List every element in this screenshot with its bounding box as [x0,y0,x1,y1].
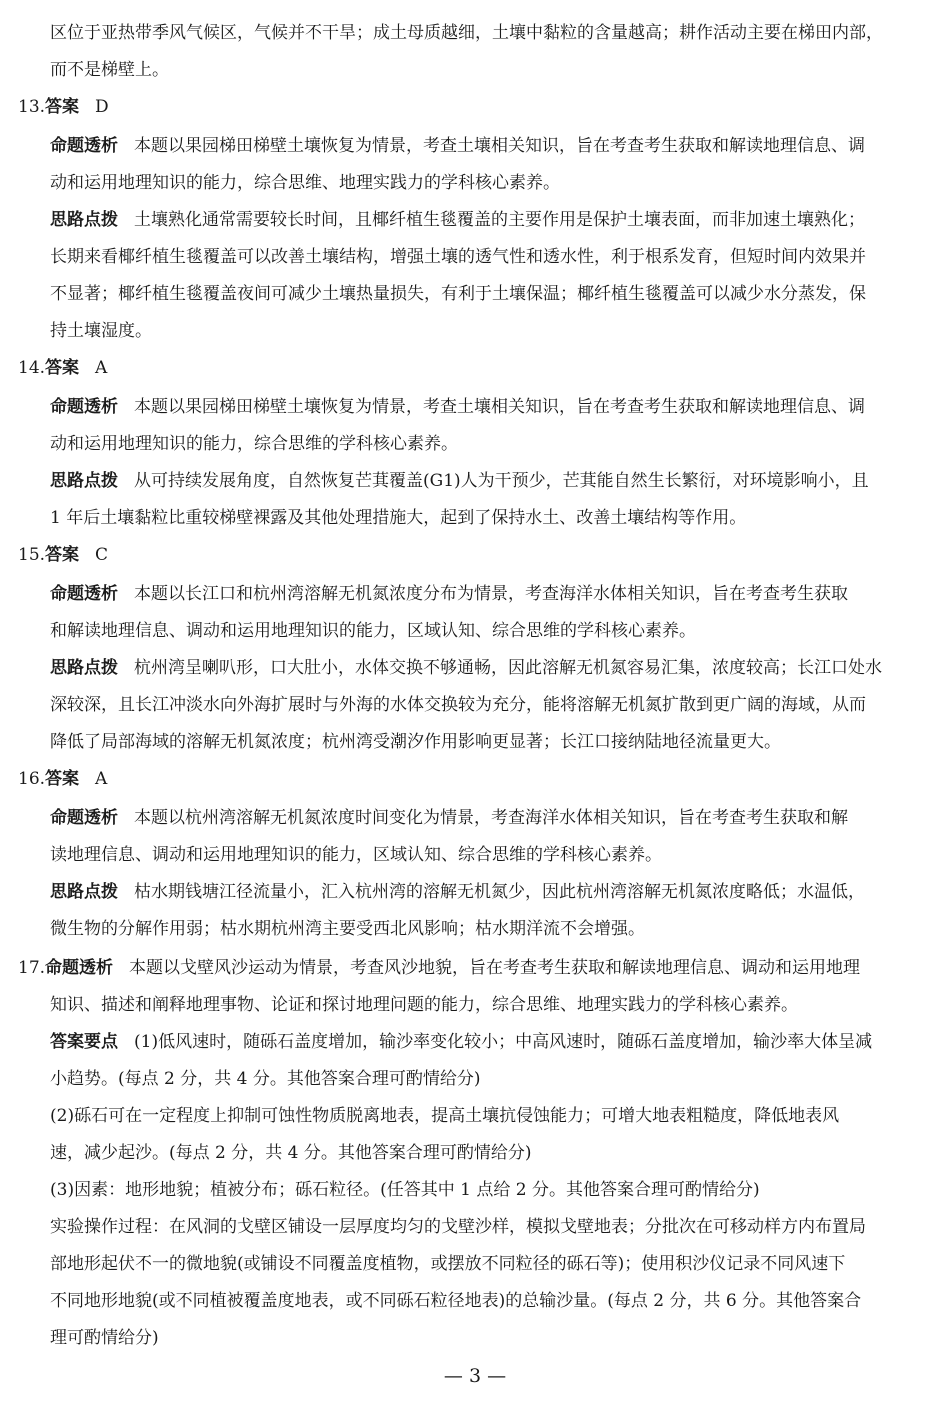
answer-label: 答案 [45,358,80,378]
question-number: 15. [18,545,46,565]
analysis-label: 命题透析 [45,958,114,978]
key-points-label: 答案要点 [50,1032,118,1052]
analysis-label: 命题透析 [50,136,118,156]
text-line [50,469,928,493]
page-number: — 3 — [443,1365,507,1387]
text-line: 1 年后土壤黏粒比重较梯壁裸露及其他处理措施大，起到了保持水土、改善土壤结构等作用。 [50,508,747,528]
hint-label: 思路点拨 [50,658,118,678]
q17-analysis-line [18,956,928,980]
text-line: 不显著；椰纤植生毯覆盖夜间可减少土壤热量损失，有利于土壤保温；椰纤植生毯覆盖可以减少水分蒸发，保 [50,284,866,304]
text-line: 和解读地理信息、调动和运用地理知识的能力，区域认知、综合思维的学科核心素养。 [50,621,696,641]
text-line: 深较深，且长江冲淡水向外海扩展时与外海的水体交换较为充分，能将溶解无机氮扩散到更广阔的海域，从而 [50,695,866,715]
text-line [50,806,928,830]
q16-answer-line [18,767,107,791]
text-line [50,656,928,680]
answer-label: 答案 [45,97,80,117]
text-line: 实验操作过程：在风洞的戈壁区铺设一层厚度均匀的戈壁沙样，模拟戈壁地表；分批次在可移动样方内布置局 [50,1217,866,1237]
text-line: 降低了局部海域的溶解无机氮浓度；杭州湾受潮汐作用影响更显著；长江口接纳陆地径流量更大。 [50,732,781,752]
analysis-text: 本题以杭州湾溶解无机氮浓度时间变化为情景，考查海洋水体相关知识，旨在考查考生获取和解 [134,808,848,828]
q14-answer-line [18,356,107,380]
text-line: (2)砾石可在一定程度上抑制可蚀性物质脱离地表，提高土壤抗侵蚀能力；可增大地表粗糙度，降低地表风 [50,1106,840,1126]
text-line [50,395,928,419]
text-line [50,208,928,232]
hint-label: 思路点拨 [50,471,118,491]
text-line: 微生物的分解作用弱；枯水期杭州湾主要受西北风影响；枯水期洋流不会增强。 [50,919,645,939]
text-line: 不同地形地貌(或不同植被覆盖度地表，或不同砾石粒径地表)的总输沙量。(每点 2 分，共 6 分。其他答案合 [50,1291,862,1311]
analysis-label: 命题透析 [50,397,118,417]
analysis-text: 本题以果园梯田梯壁土壤恢复为情景，考查土壤相关知识，旨在考查考生获取和解读地理信息、调 [134,136,865,156]
answer-label: 答案 [45,769,80,789]
text-line [50,880,928,904]
text-line: 区位于亚热带季风气候区，气候并不干旱；成土母质越细，土壤中黏粒的含量越高；耕作活动主要在梯田内部， [50,23,883,43]
text-line: (3)因素：地形地貌；植被分布；砾石粒径。(任答其中 1 点给 2 分。其他答案合理可酌情给分) [50,1180,760,1200]
hint-text: 从可持续发展角度，自然恢复芒萁覆盖(G1)人为干预少，芒萁能自然生长繁衍，对环境影响小，且 [134,471,869,491]
text-line: 速，减少起沙。(每点 2 分，共 4 分。其他答案合理可酌情给分) [50,1143,532,1163]
text-line: 理可酌情给分) [50,1328,159,1348]
question-number: 17. [18,958,46,978]
question-number: 14. [18,358,46,378]
analysis-text: 本题以长江口和杭州湾溶解无机氮浓度分布为情景，考查海洋水体相关知识，旨在考查考生获取 [134,584,848,604]
text-line [50,582,928,606]
analysis-text: 本题以果园梯田梯壁土壤恢复为情景，考查土壤相关知识，旨在考查考生获取和解读地理信息、调 [134,397,865,417]
answer-value: D [95,97,109,117]
analysis-label: 命题透析 [50,584,118,604]
text-line [50,134,928,158]
text-line: 长期来看椰纤植生毯覆盖可以改善土壤结构，增强土壤的透气性和透水性，利于根系发育，但短时间内效果并 [50,247,866,267]
q13-answer-line [18,95,109,119]
q15-answer-line [18,543,108,567]
answer-label: 答案 [45,545,80,565]
hint-text: 杭州湾呈喇叭形，口大肚小，水体交换不够通畅，因此溶解无机氮容易汇集，浓度较高；长江口处水 [134,658,882,678]
analysis-text: 本题以戈壁风沙运动为情景，考查风沙地貌，旨在考查考生获取和解读地理信息、调动和运用地理 [129,958,861,978]
analysis-label: 命题透析 [50,808,118,828]
text-line: 动和运用地理知识的能力，综合思维、地理实践力的学科核心素养。 [50,173,560,193]
text-line: 知识、描述和阐释地理事物、论证和探讨地理问题的能力，综合思维、地理实践力的学科核心素养。 [50,995,798,1015]
answer-value: A [95,769,108,789]
text-line: 动和运用地理知识的能力，综合思维的学科核心素养。 [50,434,458,454]
question-number: 16. [18,769,46,789]
text-line: 持土壤湿度。 [50,321,152,341]
text-line: 读地理信息、调动和运用地理知识的能力，区域认知、综合思维的学科核心素养。 [50,845,662,865]
text-line [50,1030,928,1054]
text-line: 部地形起伏不一的微地貌(或铺设不同覆盖度植物，或摆放不同粒径的砾石等)；使用积沙仪记录不同风速下 [50,1254,846,1274]
hint-label: 思路点拨 [50,210,118,230]
text-line: 小趋势。(每点 2 分，共 4 分。其他答案合理可酌情给分) [50,1069,481,1089]
answer-value: C [95,545,109,565]
hint-label: 思路点拨 [50,882,118,902]
hint-text: 土壤熟化通常需要较长时间，且椰纤植生毯覆盖的主要作用是保护土壤表面，而非加速土壤熟化； [134,210,865,230]
answer-value: A [95,358,108,378]
question-number: 13. [18,97,46,117]
hint-text: 枯水期钱塘江径流量小，汇入杭州湾的溶解无机氮少，因此杭州湾溶解无机氮浓度略低；水温低， [134,882,865,902]
text-line: 而不是梯壁上。 [50,60,169,80]
key-points-text: (1)低风速时，随砾石盖度增加，输沙率变化较小；中高风速时，随砾石盖度增加，输沙率大体呈减 [134,1032,873,1052]
